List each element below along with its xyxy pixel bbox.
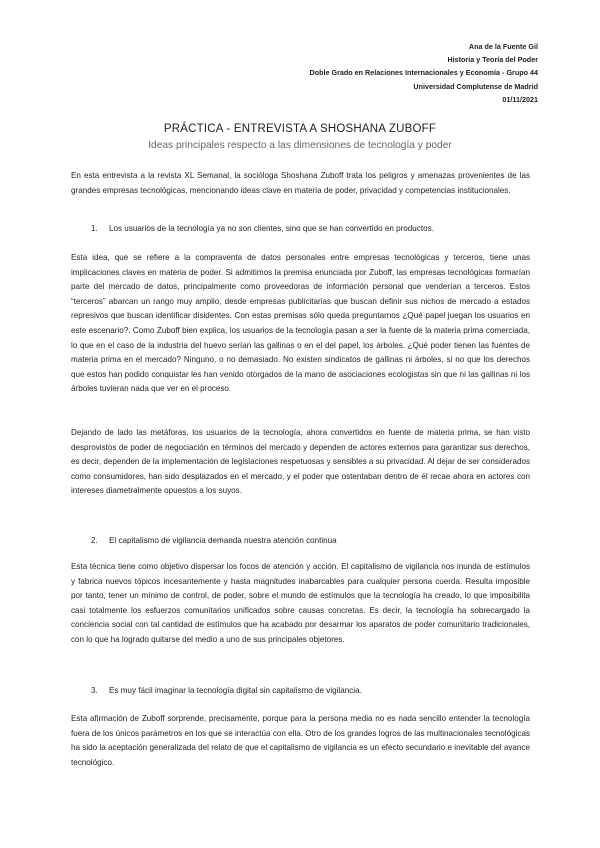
point-2 xyxy=(91,534,530,549)
document-subtitle: Ideas principales respecto a las dimensiones de tecnología y poder xyxy=(148,140,452,151)
paragraph-3: Esta técnica tiene como objetivo dispersar los focos de atención y acción. El capitalismo de vigilancia nos inunda de estímulos y fabrica nuevos tópicos incesantemente y hasta magnitudes inabarcables para cualquier persona cuerda. Resulta imposible por tanto, tener un mínimo de control, de poder, sobre el mundo de estímulos que la tecnología ha creado, lo que imposibilita casi totalmente los esfuerzos comunitarios unificados sobre causas concretas. Es decir, la tecnología ha sobrecargado la conciencia social con tal cantidad de estímulos que ha acabado por desarmar los aparatos de poder comunitario tradicionales, con lo que ha logrado quitarse del medio a uno de sus principales objetores. xyxy=(71,562,530,644)
paragraph-1: Esta idea, que se refiere a la compraventa de datos personales entre empresas tecnológicas y terceros, tiene unas implicaciones claves en materia de poder. Si admitimos la premisa enunciada por Zuboff, las empresas tecnológicas formarían parte del mercado de datos, principalmente como proveedoras de información personal que venderían a terceros. Estos “terceros” abarcan un rango muy amplio, desde empresas publicitarias que buscan definir sus nichos de mercado a estados represivos que buscan identificar disidentes. Con estas premisas sólo queda preguntarnos ¿Qué papel juegan los usuarios en este escenario?. Como Zuboff bien explica, los usuarios de la tecnología pasan a ser la fuente de la materia prima comerciada, lo que en el caso de la industria del huevo serían las gallinas o en el del papel, los árboles. ¿Qué poder tienen las fuentes de materia prima en el mercado? Ninguno, o no demasiado. No existen sindicatos de gallinas ni árboles, si no que los derechos que estos han podido conquistar les han venido otorgados de la mano de asociaciones ecologistas sin que ni las gallinas ni los árboles tuvieran nada que ver en el proceso. xyxy=(71,253,530,394)
point-1-text: Los usuarios de la tecnología ya no son clientes, sino que se han convertido en productos. xyxy=(109,224,434,233)
point-3-text: Es muy fácil imaginar la tecnología digital sin capitalismo de vigilancia. xyxy=(109,686,362,695)
document-date: 01/11/2021 xyxy=(502,94,538,104)
point-1 xyxy=(91,222,530,237)
intro-paragraph: En esta entrevista a la revista XL Semanal, la socióloga Shoshana Zuboff trata los peligros y amenazas provenientes de las grandes empresas tecnológicas, mencionando ideas clave en materia de poder, privacidad y competencias institucionales. xyxy=(71,171,530,195)
point-2-text: El capitalismo de vigilancia demanda nuestra atención continua xyxy=(109,536,337,545)
point-3 xyxy=(91,684,530,699)
document-header xyxy=(310,40,538,106)
document-title: PRÁCTICA - ENTREVISTA A SHOSHANA ZUBOFF xyxy=(163,123,437,135)
point-3-number: 3. xyxy=(91,686,98,695)
course-name: Historia y Teoría del Poder xyxy=(447,55,538,65)
author-name: Ana de la Fuente Gil xyxy=(468,42,538,51)
point-2-number: 2. xyxy=(91,536,98,545)
paragraph-4: Esta afirmación de Zuboff sorprende, precisamente, porque para la persona media no es nada sencillo entender la tecnología fuera de los únicos parámetros en los que se interactúa con ella. Otro de los grandes logros de las multinacionales tecnológicas ha sido la aceptación generalizada del relato de que el capitalismo de vigilancia es un efecto secundario e inevitable del avance tecnológico. xyxy=(71,714,530,767)
point-1-number: 1. xyxy=(91,224,98,233)
paragraph-2: Dejando de lado las metáforas, los usuarios de la tecnología, ahora convertidos en fuente de materia prima, se han visto desprovistos de poder de negociación en términos del mercado y dependen de actores externos para garantizar sus derechos, es decir, dependen de la implementación de legislaciones respetuosas y sensibles a su privacidad. Al dejar de ser considerados como consumidores, han sido desplazados en el mercado, y el poder que ostentaban dentro de él recae ahora en actores con intereses diametralmente opuestos a los suyos. xyxy=(71,428,530,496)
university-name: Universidad Complutense de Madrid xyxy=(413,81,538,91)
degree-name: Doble Grado en Relaciones Internacionales y Economía - Grupo 44 xyxy=(309,68,538,78)
